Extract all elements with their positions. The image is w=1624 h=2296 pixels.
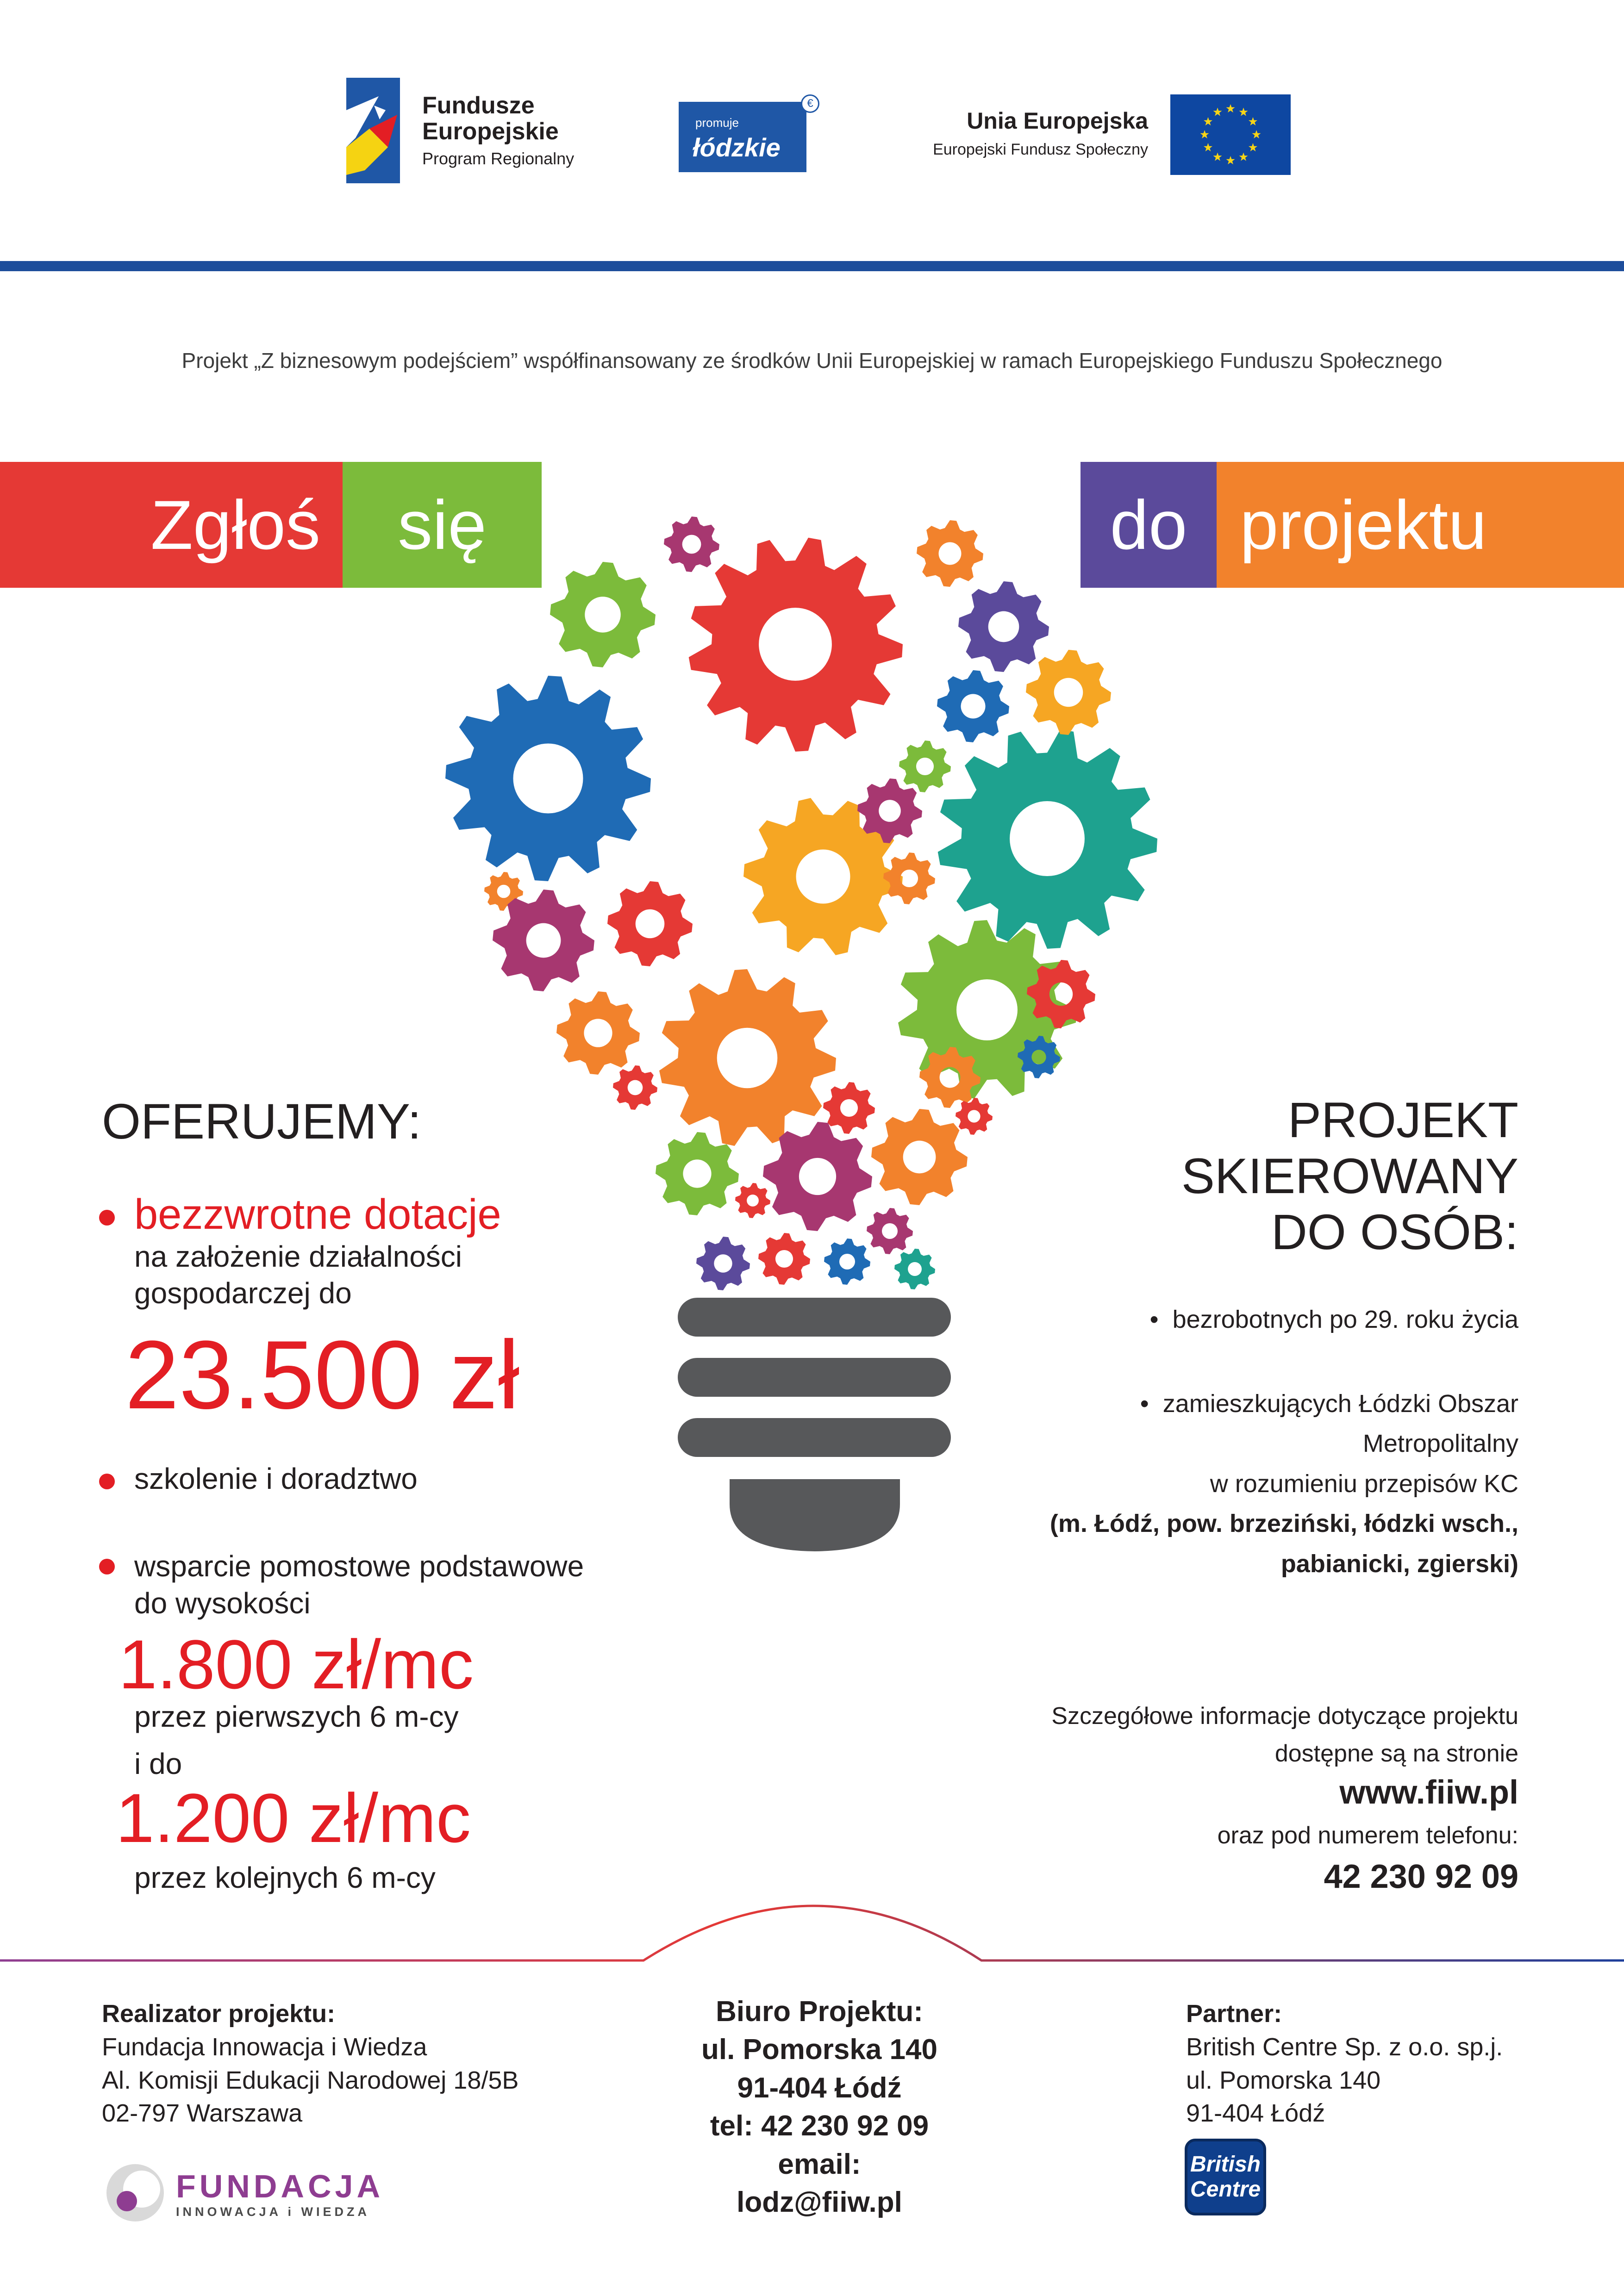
gear-icon [899, 740, 951, 792]
lodz-logo-big: łódzkie [693, 133, 781, 162]
target-item2-line2: Metropolitalny [1362, 1430, 1518, 1458]
fundacja-logo-icon [103, 2160, 168, 2225]
gear-icon [917, 520, 983, 587]
partner-line3: 91-404 Łódź [1186, 2099, 1325, 2128]
gear-icon [659, 969, 836, 1146]
target-item-unemployed [1056, 1305, 1518, 1334]
footer-divider [0, 1906, 1624, 1960]
office-email[interactable]: lodz@fiiw.pl [737, 2186, 902, 2219]
gear-icon [550, 562, 656, 667]
footer-office [648, 1993, 991, 2222]
gear-icon [607, 881, 693, 966]
bulb-base-bar-3 [678, 1418, 951, 1457]
gear-icon [857, 778, 922, 843]
offer-grant-title: bezzwrotne dotacje [134, 1191, 501, 1238]
gear-icon [689, 538, 903, 752]
footer-partner [1186, 1997, 1503, 2130]
target-item-residents [926, 1384, 1518, 1584]
promuje-lodzkie-logo [679, 97, 813, 172]
project-cofinancing-note: Projekt „Z biznesowym podejściem” współfinansowany ze środków Unii Europejskiej w ramach Europejskiego Funduszu Społecznego [181, 348, 1443, 373]
gear-icon [1027, 960, 1095, 1028]
target-item2-line1: zamieszkujących Łódzki Obszar [1162, 1390, 1518, 1418]
fe-title-line1: Fundusze [422, 92, 535, 119]
gear-icon [696, 1237, 750, 1290]
support-and: i do [134, 1747, 182, 1780]
implementer-line1: Fundacja Innowacja i Wiedza [102, 2033, 427, 2061]
offer-grant-desc [134, 1238, 551, 1311]
fundacja-subtitle: INNOWACJA i WIEDZA [176, 2205, 370, 2219]
banner-do [1081, 462, 1217, 588]
gear-icon [556, 991, 640, 1075]
banner-word-zglos: Zgłoś [150, 486, 320, 564]
target-item2-line4: (m. Łódź, pow. brzeziński, łódzki wsch., [1049, 1510, 1518, 1538]
bulb-base-tip [730, 1479, 900, 1551]
gear-icon [613, 1065, 657, 1110]
phone-label: oraz pod numerem telefonu: [1217, 1822, 1518, 1849]
offer-bridge-line2: do wysokości [134, 1587, 311, 1620]
gear-icon [445, 676, 651, 881]
banner-projektu [1217, 462, 1624, 588]
target-title-line2: SKIEROWANY [1181, 1147, 1518, 1204]
phone-number[interactable]: 42 230 92 09 [1324, 1858, 1518, 1895]
office-line3[interactable]: tel: 42 230 92 09 [710, 2110, 929, 2142]
target-item2-line5: pabianicki, zgierski) [1280, 1549, 1518, 1578]
bullet-dot-3 [99, 1559, 115, 1574]
fe-title-line2: Europejskie [422, 118, 559, 145]
gear-icon [743, 798, 903, 955]
offer-training: szkolenie i doradztwo [134, 1462, 418, 1495]
gear-icon [958, 581, 1049, 672]
office-heading: Biuro Projektu: [716, 1996, 923, 2028]
bulb-base-bar-1 [678, 1298, 951, 1337]
unia-europejska-logo-text [861, 107, 1148, 159]
gear-icon [763, 1122, 872, 1231]
gear-icon [824, 1238, 870, 1285]
gear-icon [1018, 1036, 1060, 1078]
bullet-dot-2 [99, 1474, 115, 1489]
fundacja-name: FUNDACJA [176, 2168, 384, 2204]
implementer-line2: Al. Komisji Edukacji Narodowej 18/5B [102, 2066, 519, 2094]
website-link[interactable]: www.fiiw.pl [1339, 1774, 1518, 1811]
office-line2: 91-404 Łódź [737, 2072, 902, 2104]
gear-icon [823, 1082, 875, 1134]
gear-icon [656, 1132, 739, 1215]
bullet-dot-1 [99, 1210, 115, 1226]
gear-icon [898, 920, 1077, 1099]
ue-title: Unia Europejska [967, 108, 1148, 134]
gear-icon [758, 1233, 810, 1285]
gear-icon [1026, 650, 1111, 735]
gear-icon [919, 1047, 981, 1108]
partner-heading: Partner: [1186, 2000, 1282, 2028]
gear-icon [871, 1109, 968, 1205]
banner-word-projektu: projektu [1240, 486, 1487, 564]
offer-bridge-support [134, 1548, 643, 1622]
offer-grant-desc-line1: na założenie działalności [134, 1240, 462, 1273]
gear-icon [735, 1183, 770, 1218]
offer-grant-desc-line2: gospodarczej do [134, 1276, 352, 1310]
bulb-base-bar-2 [678, 1358, 951, 1397]
bullet-icon: • [1149, 1306, 1173, 1333]
support-amount-1: 1.800 zł/mc [119, 1625, 474, 1703]
gear-icon [894, 1249, 935, 1289]
gear-icon [883, 852, 935, 904]
project-info [926, 1698, 1518, 1772]
gear-icon [938, 729, 1157, 949]
bc-logo-line2: Centre [1190, 2177, 1261, 2202]
target-title [1065, 1092, 1518, 1260]
project-info-line1: Szczegółowe informacje dotyczące projektu [1051, 1703, 1518, 1730]
gear-icon [493, 890, 594, 991]
banner-sie [343, 462, 542, 588]
implementer-line3: 02-797 Warszawa [102, 2099, 303, 2128]
offer-bridge-line1: wsparcie pomostowe podstawowe [134, 1549, 584, 1583]
footer-implementer [102, 1997, 518, 2130]
target-item1-text: bezrobotnych po 29. roku życia [1172, 1306, 1518, 1333]
lodz-logo-small: promuje [695, 116, 739, 130]
partner-line1: British Centre Sp. z o.o. sp.j. [1186, 2033, 1503, 2061]
eu-flag-icon [1170, 94, 1291, 175]
gear-icon [484, 872, 523, 911]
target-title-line1: PROJEKT [1287, 1092, 1518, 1148]
target-item2-line3: w rozumieniu przepisów KC [1210, 1469, 1518, 1498]
header-divider [0, 261, 1624, 271]
gear-icon [937, 670, 1009, 742]
project-info-line2: dostępne są na stronie [1274, 1740, 1518, 1767]
office-line1: ul. Pomorska 140 [701, 2034, 938, 2066]
ue-subtitle: Europejski Fundusz Społeczny [933, 141, 1148, 158]
gear-icon [956, 1098, 993, 1135]
grant-amount: 23.500 zł [125, 1320, 520, 1429]
euro-icon: € [801, 94, 819, 113]
fundusze-europejskie-flag-icon [346, 78, 400, 183]
partner-line2: ul. Pomorska 140 [1186, 2066, 1381, 2094]
target-title-line3: DO OSÓB: [1271, 1203, 1518, 1260]
support-amount-2: 1.200 zł/mc [116, 1779, 471, 1857]
gear-icon [867, 1208, 913, 1254]
banner-word-do: do [1110, 486, 1187, 564]
support-amount-1-desc: przez pierwszych 6 m-cy [134, 1700, 459, 1733]
banner-word-sie: się [398, 486, 487, 564]
banner-zglos [0, 462, 343, 588]
bc-logo-line1: British [1190, 2152, 1261, 2177]
office-line4: email: [778, 2148, 861, 2180]
fundusze-europejskie-logo-text [422, 93, 574, 168]
offer-title: OFERUJEMY: [102, 1093, 422, 1149]
bulb-base-icon [678, 1298, 951, 1551]
bullet-icon: • [1140, 1390, 1163, 1418]
gear-icon [664, 516, 719, 572]
support-amount-2-desc: przez kolejnych 6 m-cy [134, 1861, 436, 1894]
implementer-heading: Realizator projektu: [102, 2000, 336, 2028]
british-centre-logo-icon [1183, 2137, 1268, 2217]
fe-subtitle: Program Regionalny [422, 149, 575, 168]
gears-group [445, 516, 1157, 1290]
